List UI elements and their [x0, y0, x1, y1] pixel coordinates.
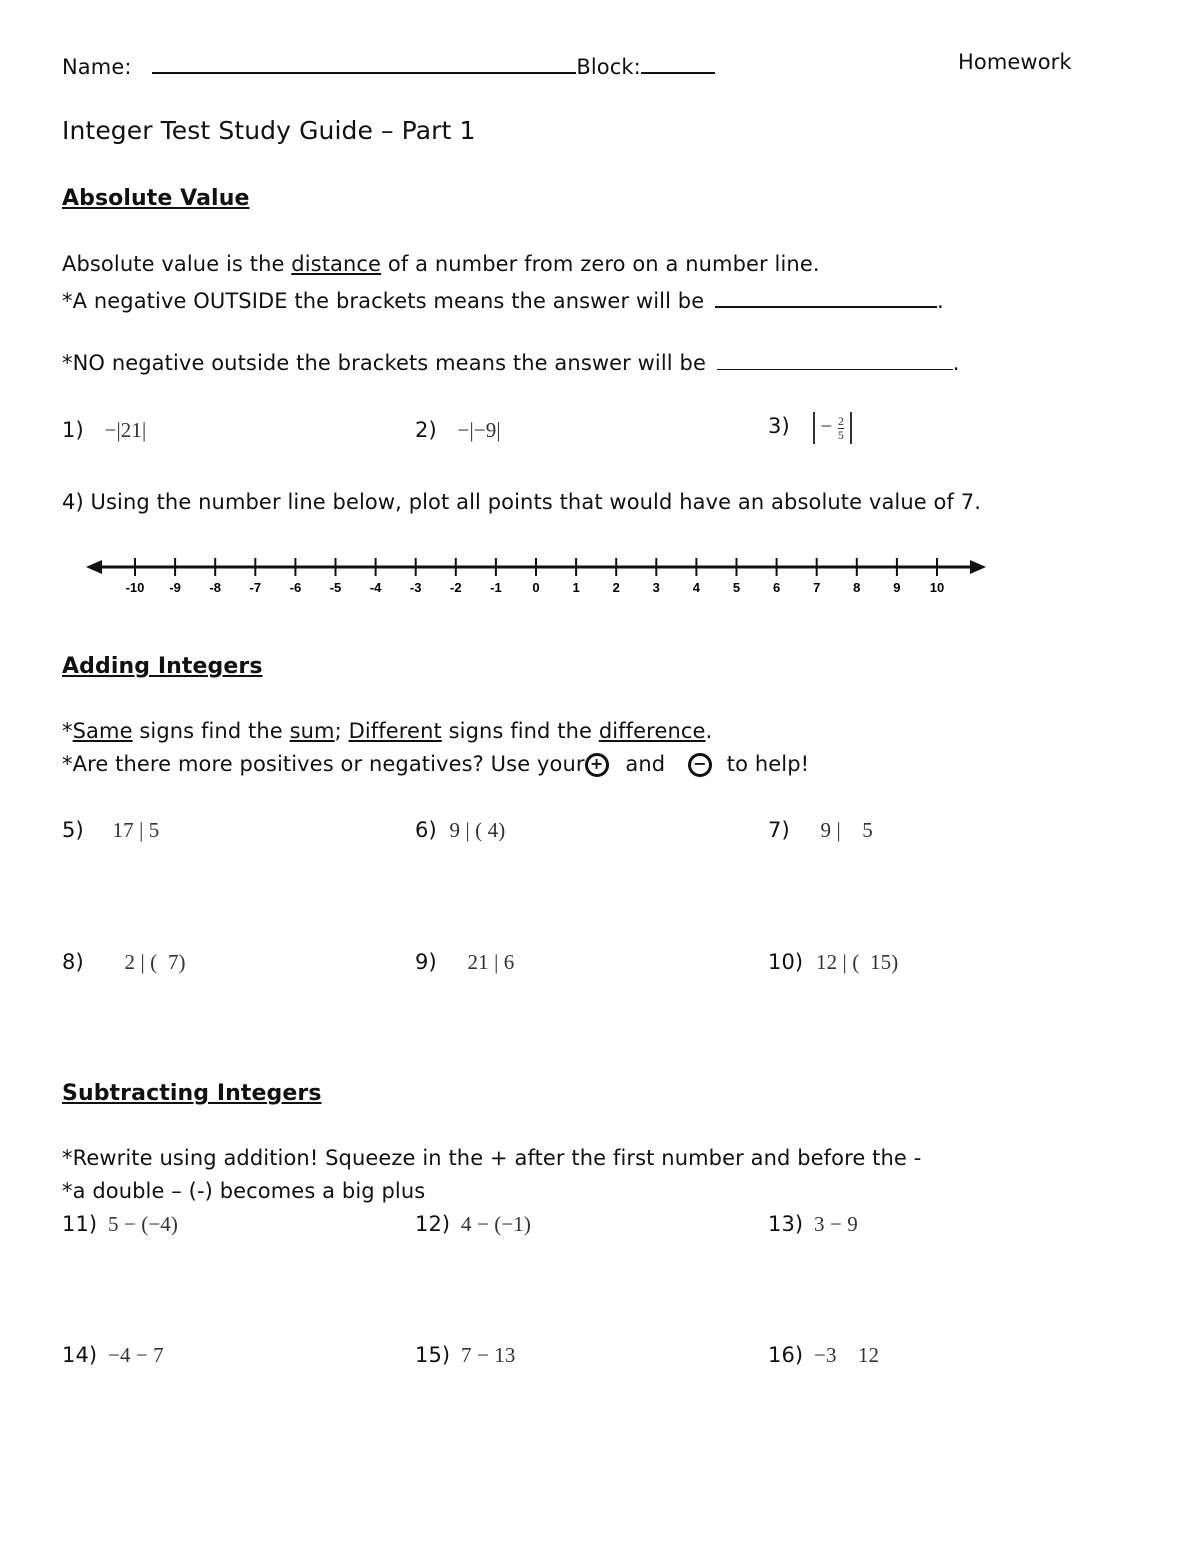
- problem-expression: 2 | ( 7): [124, 950, 186, 974]
- number-line-label: 1: [572, 580, 580, 595]
- name-label: Name:: [62, 55, 132, 79]
- section-adding-heading: Adding Integers: [62, 654, 263, 679]
- problem-9: [415, 950, 514, 975]
- number-line-label: 3: [652, 580, 660, 595]
- problem-14: [62, 1343, 164, 1368]
- abs-rule-2: *NO negative outside the brackets means the answer will be .: [62, 351, 960, 375]
- problem-expression: 5 − (−4): [108, 1212, 178, 1236]
- problem-expression: −|−9|: [457, 418, 501, 442]
- number-line-label: 8: [853, 580, 861, 595]
- number-line-label: 4: [692, 580, 701, 595]
- rule-part: signs find the: [441, 719, 599, 743]
- problem-expression: [813, 412, 852, 444]
- rule-part-underlined: difference: [598, 719, 706, 743]
- def-suffix: of a number from zero on a number line.: [381, 252, 820, 276]
- block-label: Block:: [576, 55, 641, 79]
- number-line-label: -2: [450, 580, 462, 595]
- number-line-label: -6: [289, 580, 302, 595]
- number-line-label: -3: [409, 580, 422, 595]
- adding-rule-2: [62, 752, 809, 777]
- problem-number: 15): [415, 1343, 451, 1367]
- def-prefix: Absolute value is the: [62, 252, 292, 276]
- number-line-label: 6: [772, 580, 781, 595]
- number-line-label: 9: [893, 580, 901, 595]
- adding-rule-1: [62, 719, 712, 743]
- problem-number: 7): [768, 818, 790, 842]
- problem-expression: 3 − 9: [814, 1212, 858, 1236]
- problem-3: [768, 412, 852, 444]
- rule2-text: *NO negative outside the brackets means the answer will be: [62, 351, 706, 375]
- abs-definition: [62, 252, 820, 276]
- subtracting-rule-2: *a double – (-) becomes a big plus: [62, 1179, 426, 1203]
- number-line-right-arrow: [970, 560, 986, 574]
- plus-circle-icon: +: [585, 753, 609, 777]
- problem-8: [62, 950, 186, 975]
- problem-1: [62, 418, 146, 443]
- number-line-label: 2: [612, 580, 620, 595]
- rule2-prefix: *Are there more positives or negatives? Use your: [62, 752, 585, 776]
- number-line-label: 0: [532, 580, 540, 595]
- fraction: [838, 415, 844, 442]
- problem-expression: 9 | ( 4): [449, 818, 506, 842]
- rule1-blank[interactable]: [715, 284, 937, 308]
- number-line-label: 7: [813, 580, 821, 595]
- problem-number: 11): [62, 1212, 98, 1236]
- number-line-label: 10: [929, 580, 945, 595]
- section-subtracting-heading: Subtracting Integers: [62, 1081, 322, 1106]
- section-absolute-value-heading: Absolute Value: [62, 186, 250, 211]
- homework-label: Homework: [958, 50, 1072, 74]
- problem-10: [768, 950, 898, 975]
- problem-2: [415, 418, 501, 443]
- rule-part: *: [62, 719, 73, 743]
- rule-part-underlined: sum: [289, 719, 335, 743]
- fraction-denominator: 5: [837, 427, 844, 442]
- problem-number: 6): [415, 818, 437, 842]
- problem-6: [415, 818, 505, 843]
- problem-expression: 9 | 5: [820, 818, 873, 842]
- problem-11: [62, 1212, 178, 1237]
- problem-12: [415, 1212, 531, 1237]
- abs-rule-1: *A negative OUTSIDE the brackets means the answer will be .: [62, 284, 944, 313]
- problem-13: [768, 1212, 858, 1237]
- number-line-left-arrow: [86, 560, 102, 574]
- number-line-label: -4: [369, 580, 382, 595]
- problem-expression: 17 | 5: [112, 818, 160, 842]
- subtracting-rule-1: *Rewrite using addition! Squeeze in the + after the first number and before the -: [62, 1146, 922, 1170]
- def-underlined: distance: [291, 252, 382, 276]
- rule-part-underlined: Different: [348, 719, 442, 743]
- number-line[interactable]: [80, 548, 1000, 598]
- rule1-text: *A negative OUTSIDE the brackets means the answer will be: [62, 289, 705, 313]
- rule2-and: and: [625, 752, 666, 776]
- page-title: Integer Test Study Guide – Part 1: [62, 116, 476, 145]
- fraction-numerator: 2: [837, 413, 844, 428]
- problem-number: 8): [62, 950, 84, 974]
- problem-expression: −3 12: [814, 1343, 880, 1367]
- problem-expression: 12 | ( 15): [816, 950, 899, 974]
- problem-number: 9): [415, 950, 437, 974]
- number-line-label: -8: [209, 580, 221, 595]
- name-blank[interactable]: [152, 50, 576, 74]
- problem-5: [62, 818, 159, 843]
- problem-number: 13): [768, 1212, 804, 1236]
- problem-number: 16): [768, 1343, 804, 1367]
- minus-circle-icon: −: [688, 753, 712, 777]
- block-blank[interactable]: [641, 50, 715, 74]
- problem-number: 3): [768, 414, 790, 438]
- name-label-row: [62, 50, 715, 79]
- problem-expression: 7 − 13: [461, 1343, 516, 1367]
- problem-expression: −4 − 7: [108, 1343, 164, 1367]
- rule-part: signs find the: [132, 719, 290, 743]
- rule-part-underlined: Same: [72, 719, 133, 743]
- question-4: 4) Using the number line below, plot all points that would have an absolute value of 7.: [62, 490, 981, 514]
- problem-expression: 4 − (−1): [461, 1212, 531, 1236]
- problem-15: [415, 1343, 515, 1368]
- problem-number: 2): [415, 418, 437, 442]
- fraction-sign: −: [820, 414, 833, 438]
- problem-number: 12): [415, 1212, 451, 1236]
- rule-part: .: [705, 719, 713, 743]
- problem-number: 1): [62, 418, 84, 442]
- problem-7: [768, 818, 873, 843]
- problem-expression: −|21|: [104, 418, 147, 442]
- rule2-suffix: to help!: [726, 752, 810, 776]
- problem-number: 10): [768, 950, 804, 974]
- problem-number: 14): [62, 1343, 98, 1367]
- problem-number: 5): [62, 818, 84, 842]
- problem-expression: 21 | 6: [467, 950, 515, 974]
- problem-16: [768, 1343, 879, 1368]
- number-line-label: -1: [490, 580, 502, 595]
- number-line-label: -9: [169, 580, 181, 595]
- number-line-label: -10: [125, 580, 145, 595]
- number-line-label: -7: [249, 580, 262, 595]
- rule-part: ;: [334, 719, 349, 743]
- rule2-blank[interactable]: [717, 349, 953, 370]
- number-line-label: -5: [329, 580, 342, 595]
- number-line-label: 5: [732, 580, 741, 595]
